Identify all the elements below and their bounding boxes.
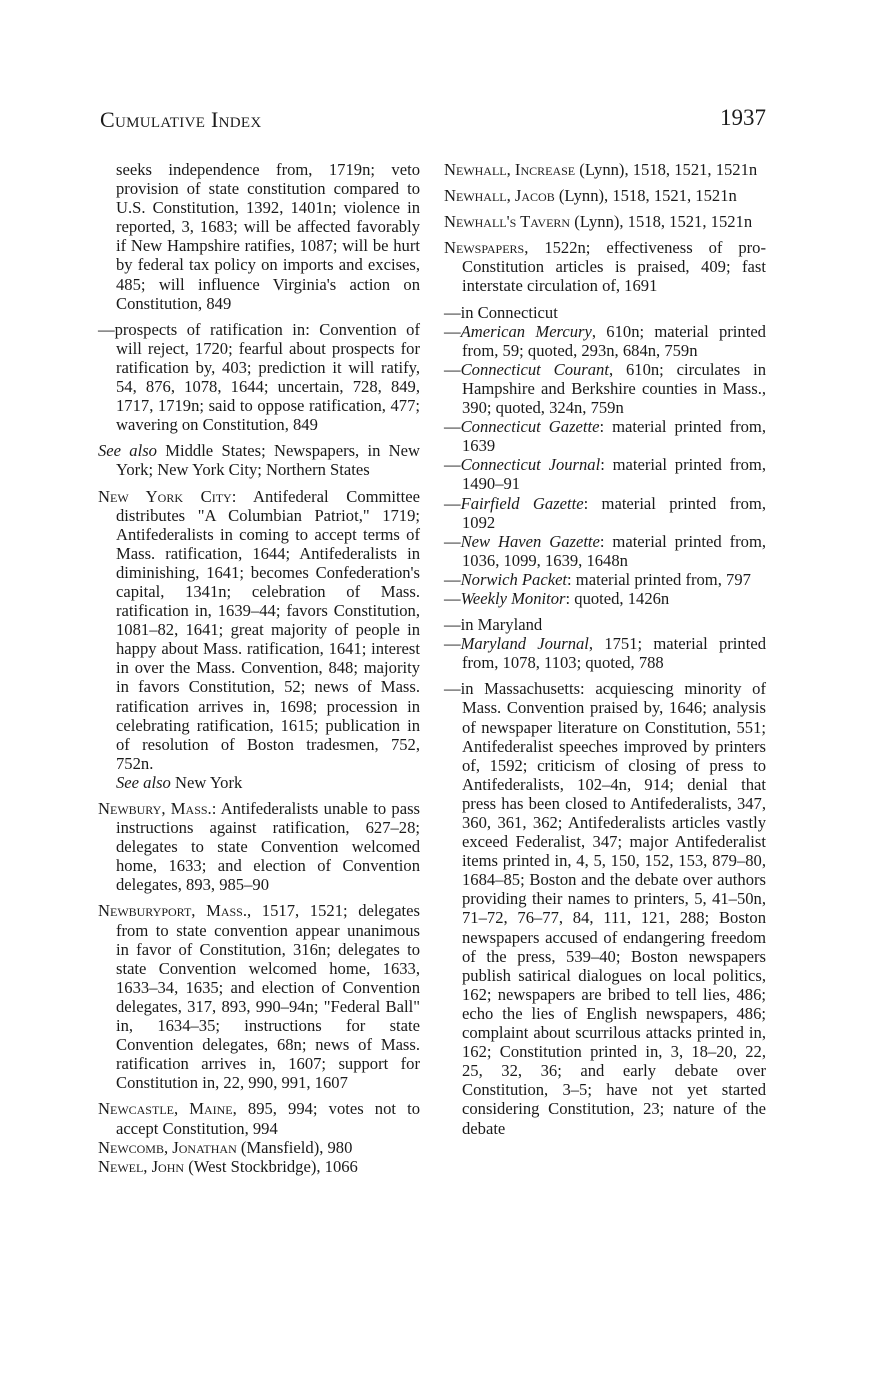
entry-heading: Newburyport, Mass. [98, 901, 247, 921]
index-entry: Newburyport, Mass., 1517, 1521; delegates from to state convention appear unanimous in favor of Constitution, 316n; delegates to state Convention welcomed home, 1633, 1633–34, 1635; and election of Convention delegates, 317, 893, 990–94n; "Federal Ball" in, 1634–35; instructions for state Convention delegates, 68n; news of Mass. ratification arrives in, 1607; support for Constitution in, 22, 990, 991, 1607 [98, 901, 420, 1093]
index-entry: Newhall, Increase (Lynn), 1518, 1521, 1521n [444, 160, 758, 179]
index-entry: Newspapers, 1522n; effectiveness of pro-Constitution articles is praised, 409; fast interstate circulation of, 1691 [444, 238, 766, 296]
index-subentry: —Fairfield Gazette: material printed from, 1092 [444, 493, 766, 532]
index-subentry: —American Mercury, 610n; material printed from, 59; quoted, 293n, 684n, 759n [444, 321, 766, 360]
index-entry: Newbury, Mass.: Antifederalists unable to pass instructions against ratification, 627–28; delegates to state Convention welcomed home, 1633; and election of Convention delegates, 893, 985–90 [98, 799, 420, 895]
index-subentry: —New Haven Gazette: material printed from, 1036, 1099, 1639, 1648n [444, 531, 766, 570]
entry-heading: Newbury, Mass. [98, 799, 212, 818]
entry-heading: Newhall's Tavern [444, 212, 571, 232]
right-column [444, 160, 766, 1138]
index-entry: Newel, John (West Stockbridge), 1066 [98, 1156, 358, 1176]
entry-heading: Newel, John [98, 1156, 185, 1176]
entry-heading: Newspapers [444, 238, 525, 258]
index-entry: Newcomb, Jonathan (Mansfield), 980 [98, 1137, 353, 1157]
index-subentry: —Connecticut Courant, 610n; circulates in Hampshire and Berkshire counties in Mass., 390; quoted, 324n, 759n [444, 359, 766, 418]
index-entry: Newcastle, Maine, 895, 994; votes not to accept Constitution, 994 [98, 1099, 420, 1138]
index-subentry: —Maryland Journal, 1751; material printed from, 1078, 1103; quoted, 788 [444, 634, 766, 673]
page-number: 1937 [720, 105, 766, 130]
index-subentry: —prospects of ratification in: Convention of will reject, 1720; fearful about prospects for ratification by, 403; prediction it will ratify, 54, 876, 1078, 1644; uncertain, 728, 849, 1717, 1719n; said to oppose ratification, 477; wavering on Constitution, 849 [98, 319, 420, 435]
index-entry: seeks independence from, 1719n; veto provision of state constitution compared to U.S. Constitution, 1392, 1401n; violence in reported, 3, 1683; will be affected favorably if New Hampshire ratifies, 1087; will be hurt by federal tax policy on imports and excises, 485; will influence Virginia's action on Constitution, 849 [116, 160, 420, 313]
index-subentry: —Connecticut Journal: material printed from, 1490–91 [444, 455, 766, 494]
entry-heading: Newhall, Jacob [444, 186, 555, 206]
index-subhead: —in Maryland [444, 615, 543, 635]
index-entry: New York City: Antifederal Committee distributes "A Columbian Patriot," 1719; Antifederalists in coming to accept terms of Mass. ratification, 1644; Antifederalists in diminishing, 1641; becomes Confederation's capital, 1341n; celebration of Mass. ratification in, 1639–44; favors Constitution, 1081–82, 1641; great majority of people in happy about Mass. ratification, 1641; interest in over the Mass. Convention, 848; majority in favors Constitution, 52; news of Mass. ratification arrives in, 1698; procession in celebrating ratification, 1615; publication in of resolution of Boston tradesmen, 752, 752n. See also New York [98, 486, 420, 792]
index-subentry: —Norwich Packet: material printed from, 797 [444, 569, 751, 589]
entry-heading: Newcastle, Maine [98, 1099, 233, 1119]
running-head: Cumulative Index [100, 107, 262, 132]
index-entry: Newhall, Jacob (Lynn), 1518, 1521, 1521n [444, 186, 737, 206]
index-subhead: —in Connecticut [444, 302, 558, 322]
entry-heading: Newhall, Increase [444, 160, 576, 179]
index-subentry: —Weekly Monitor: quoted, 1426n [444, 588, 670, 608]
index-subentry: —Connecticut Gazette: material printed from, 1639 [444, 417, 766, 456]
entry-heading: New York City [98, 486, 232, 506]
entry-heading: Newcomb, Jonathan [98, 1137, 237, 1157]
index-subentry: —in Massachusetts: acquiescing minority of Mass. Convention praised by, 1646; analysis of newspaper literature on Constitution, 551; Antifederalist speeches improved by printers of, 1592; criticism of closing of press to Antifederalists, 102–4n, 914; denial that press has been closed to Antifederalists, 347, 360, 361, 362; Antifederalists articles vastly exceed Federalist, 347; major Antifederalist items printed in, 4, 5, 150, 152, 153, 879–80, 1684–85; Boston and the debate over authors providing their names to printers, 5, 41–50n, 71–72, 76–77, 84, 111, 121, 288; Boston newspapers accused of endangering freedom of the press, 539–40; Boston newspapers publish satirical dialogues on local politics, 162; newspapers are bribed to tell lies, 486; echo the lies of English newspapers, 486; complaint about scurrilous attacks printed in, 162; Constitution printed in, 3, 18–20, 22, 25, 32, 36; and early debate over Constitution, 3–5; have not yet started considering Constitution, 23; nature of the debate [444, 679, 766, 1138]
left-column [98, 160, 420, 1176]
index-entry: Newhall's Tavern (Lynn), 1518, 1521, 1521n [444, 212, 753, 232]
cross-reference: See also Middle States; Newspapers, in New York; New York City; Northern States [98, 441, 420, 480]
